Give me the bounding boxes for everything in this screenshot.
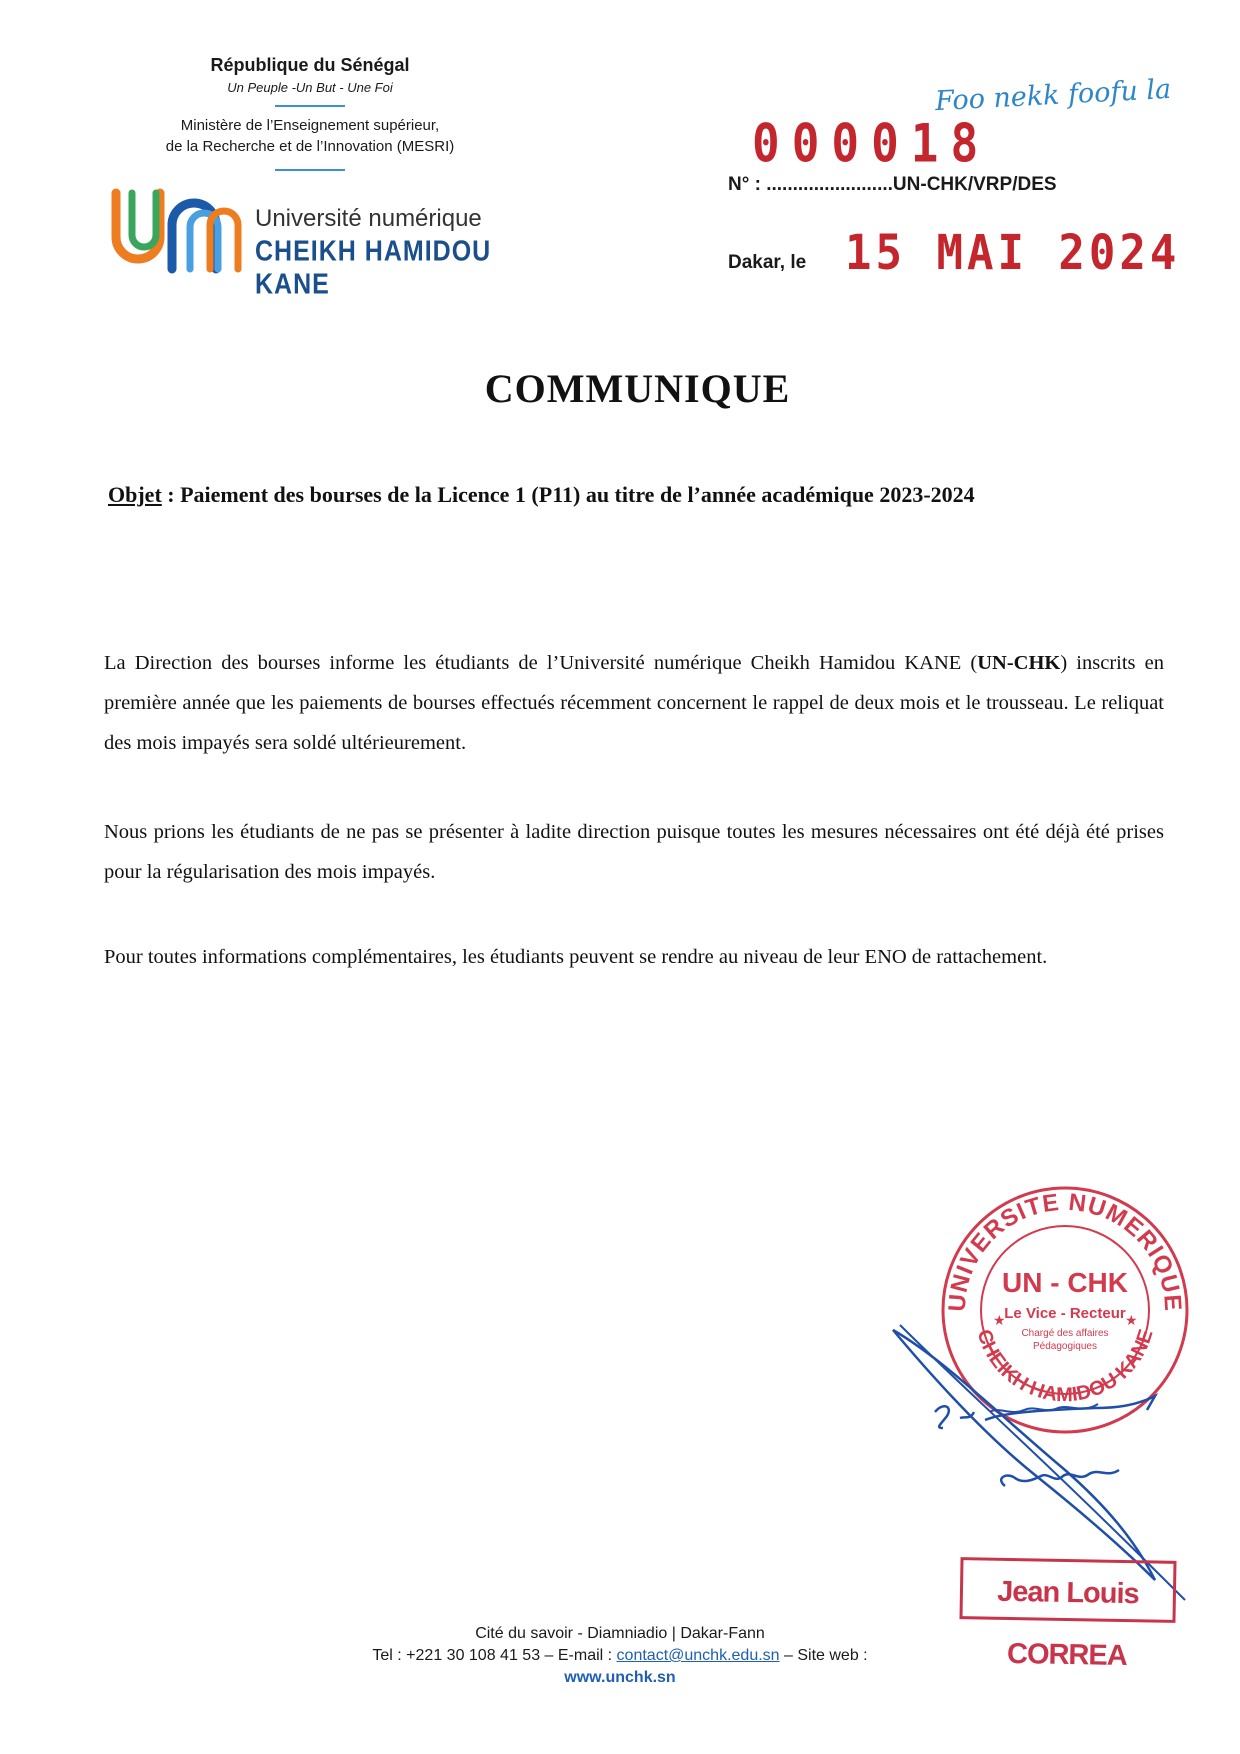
reference-dots: ........................: [766, 174, 893, 195]
handwritten-note: Foo nekk foofu la: [934, 73, 1172, 118]
seal-top-text: UNIVERSITE NUMERIQUE: [943, 1188, 1187, 1313]
date-label: Dakar, le: [728, 252, 807, 273]
un-logo-icon: [110, 185, 245, 277]
seal-star-icon: ★: [993, 1314, 1006, 1329]
republic-name: République du Sénégal: [210, 55, 410, 75]
footer-site-label: – Site web :: [779, 1647, 868, 1664]
university-logo: [110, 185, 530, 301]
reference-code: UN-CHK/VRP/DES: [892, 174, 1057, 195]
footer-address: Cité du savoir - Diamniadio | Dakar-Fann: [475, 1625, 765, 1642]
divider: [275, 105, 345, 107]
reference-label: N° :: [728, 174, 761, 195]
paragraph-2: Nous prions les étudiants de ne pas se présenter à ladite direction puisque toutes les mesures nécessaires ont été déjà été prises pour la régularisation des mois impayés.: [104, 821, 1164, 883]
footer-website-link[interactable]: www.unchk.sn: [564, 1669, 676, 1686]
ministry-line-1: Ministère de l’Enseignement supérieur,: [180, 117, 440, 134]
subject-line: [108, 472, 1138, 517]
reference-line: [728, 174, 1057, 196]
ministry-line-2: de la Recherche et de l’Innovation (MESRI): [165, 138, 455, 155]
seal-center-text: UN - CHK: [1002, 1267, 1128, 1298]
seal-star-icon: ★: [1125, 1314, 1138, 1329]
logo-title: Université numérique: [255, 205, 482, 232]
national-motto: Un Peuple -Un But - Une Foi: [227, 80, 393, 95]
seal-bottom-text: CHEIKH HAMIDOU KANE: [972, 1326, 1158, 1407]
footer-email-link[interactable]: contact@unchk.edu.sn: [616, 1647, 780, 1664]
paragraph-1: [104, 643, 1164, 763]
divider: [275, 169, 345, 171]
paragraph-1-start: La Direction des bourses informe les étudiants de l’Université numérique Cheikh Hamidou KANE (: [104, 652, 978, 674]
seal-role: Le Vice - Recteur: [1004, 1305, 1126, 1322]
letterhead: [105, 55, 515, 179]
date-stamp: 15 MAI 2024: [845, 225, 1181, 282]
footer-contact: [0, 1645, 1240, 1667]
paragraph-1-bold: UN-CHK: [977, 652, 1061, 674]
seal-role-detail-1: Chargé des affaires: [1021, 1328, 1109, 1339]
footer: [0, 1623, 1240, 1689]
logo-subtitle: CHEIKH HAMIDOU KANE: [255, 235, 492, 301]
footer-phone: Tel : +221 30 108 41 53 – E-mail :: [372, 1647, 617, 1664]
paragraph-1-end: ) inscrits en première année que les paiements de bourses effectués récemment concernent le rappel de deux mois et le trousseau. Le reliquat des mois impayés sera soldé ultérieurement.: [104, 652, 1164, 754]
signatory-name-stamp: Jean Louis CORREA: [959, 1557, 1176, 1623]
reference-number-stamp: 000018: [752, 112, 991, 175]
document-title: COMMUNIQUE: [484, 366, 791, 411]
subject-text: : Paiement des bourses de la Licence 1 (P11) au titre de l’année académique 2023-2024: [161, 482, 975, 507]
subject-label: Objet: [108, 482, 162, 507]
seal-role-detail-2: Pédagogiques: [1033, 1341, 1097, 1352]
paragraph-3: Pour toutes informations complémentaires, les étudiants peuvent se rendre au niveau de leur ENO de rattachement.: [104, 946, 1048, 968]
